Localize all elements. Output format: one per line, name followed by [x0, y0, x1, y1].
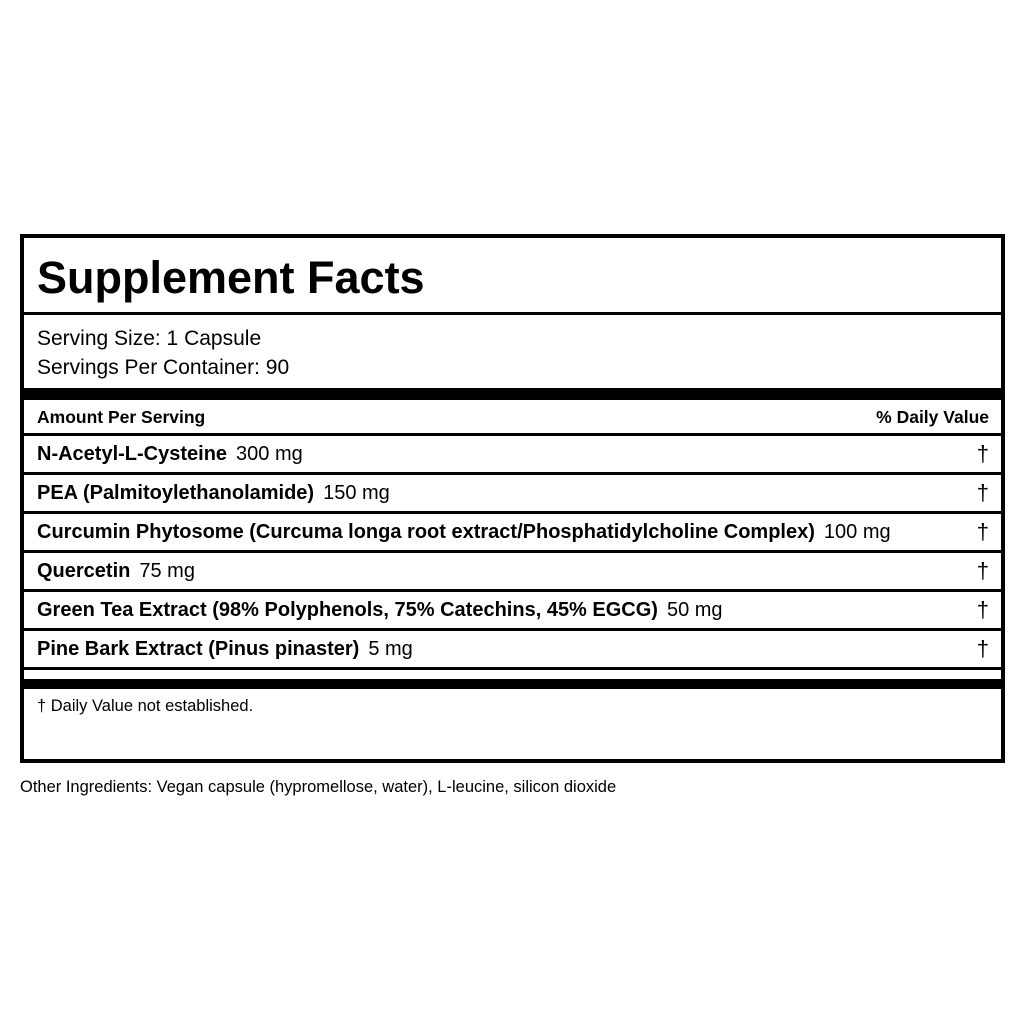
- ingredient-row: [37, 441, 989, 467]
- title-divider: [24, 312, 1001, 315]
- header-divider: [24, 433, 1001, 436]
- dagger-symbol: †: [976, 441, 989, 466]
- thick-divider-bottom: [24, 679, 1001, 689]
- ingredient-row: [37, 597, 989, 623]
- servings-per-container: Servings Per Container: 90: [37, 356, 290, 379]
- row-divider: [24, 472, 1001, 475]
- ingredient-amount: 75 mg: [139, 560, 195, 582]
- ingredient-name: N-Acetyl-L-Cysteine: [37, 443, 228, 465]
- row-divider: [24, 589, 1001, 592]
- ingredient-amount: 5 mg: [368, 638, 413, 660]
- row-divider: [24, 667, 1001, 670]
- ingredient-name: Quercetin: [37, 560, 131, 582]
- ingredient-row: [37, 636, 989, 662]
- ingredient-name: Pine Bark Extract (Pinus pinaster): [37, 638, 360, 660]
- panel-title: Supplement Facts: [37, 252, 425, 303]
- daily-value-footnote: † Daily Value not established.: [37, 697, 254, 715]
- row-divider: [24, 628, 1001, 631]
- column-header-row: [37, 406, 989, 428]
- ingredient-name: Curcumin Phytosome (Curcuma longa root extract/Phosphatidylcholine Complex): [37, 521, 815, 543]
- other-ingredients: Other Ingredients: Vegan capsule (hypromellose, water), L-leucine, silicon dioxide: [20, 778, 617, 796]
- row-divider: [24, 550, 1001, 553]
- ingredient-row: [37, 519, 989, 545]
- thick-divider-top: [24, 388, 1001, 400]
- amount-per-serving-header: Amount Per Serving: [37, 407, 206, 427]
- ingredient-amount: 300 mg: [236, 443, 303, 465]
- dagger-symbol: †: [976, 480, 989, 505]
- serving-size: Serving Size: 1 Capsule: [37, 327, 262, 350]
- ingredient-amount: 150 mg: [323, 482, 390, 504]
- ingredient-name: PEA (Palmitoylethanolamide): [37, 482, 315, 504]
- dagger-symbol: †: [976, 636, 989, 661]
- dagger-symbol: †: [976, 519, 989, 544]
- dagger-symbol: †: [976, 597, 989, 622]
- ingredient-amount: 50 mg: [666, 599, 723, 621]
- ingredient-amount: 100 mg: [823, 521, 891, 543]
- ingredient-row: [37, 480, 989, 506]
- daily-value-header: % Daily Value: [876, 407, 989, 427]
- supplement-facts-panel: [20, 234, 1005, 763]
- ingredient-row: [37, 558, 989, 584]
- ingredient-name: Green Tea Extract (98% Polyphenols, 75% Catechins, 45% EGCG): [37, 599, 658, 621]
- dagger-symbol: †: [976, 558, 989, 583]
- row-divider: [24, 511, 1001, 514]
